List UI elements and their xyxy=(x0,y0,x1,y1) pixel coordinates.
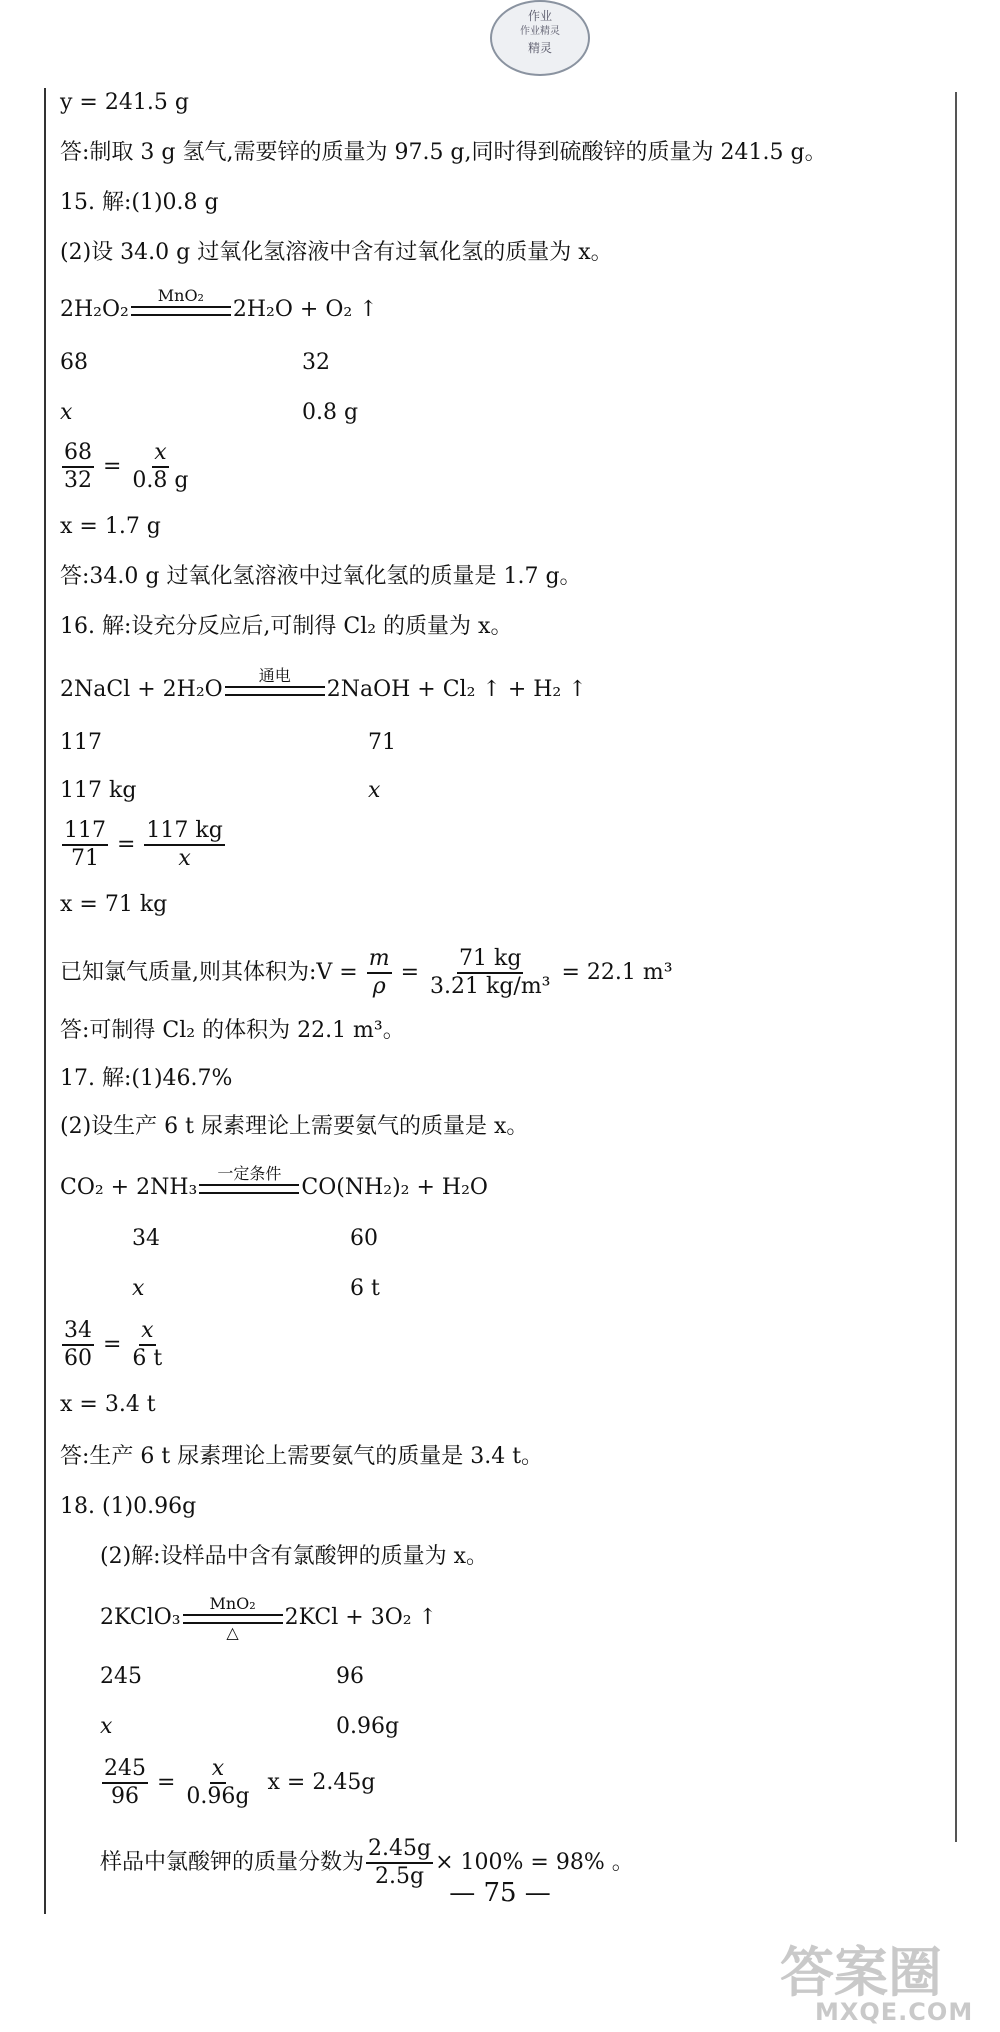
q16-equation xyxy=(60,666,587,714)
q17-lhs: CO₂ + 2NH₃ xyxy=(60,1175,198,1200)
q17-fl-den: 60 xyxy=(64,1346,92,1371)
q16-lhs: 2NaCl + 2H₂O xyxy=(60,677,223,702)
q17-part1: 17. 解:(1)46.7% xyxy=(60,1066,233,1091)
q16-condition xyxy=(225,666,325,714)
q18-frac-right xyxy=(184,1756,251,1810)
q16-volume: 已知氯气质量,则其体积为:V = $\frac{m}{\rho}$ = $\frac{71 kg}{\text{3.21 kg/m³}}$ = 22.1 m³ xyxy=(60,946,673,999)
q16-vol-frac-1 xyxy=(367,946,392,1000)
q18-part1: 18. (1)0.96g xyxy=(60,1494,197,1519)
stamp-text-2: 作业精灵 xyxy=(520,26,560,37)
stamp-text-3: 精灵 xyxy=(527,41,552,55)
watermark-url: MXQE.COM xyxy=(815,1998,974,2026)
q16-vol-prefix: 已知氯气质量,则其体积为:V = xyxy=(60,960,365,985)
left-margin-rule xyxy=(44,88,46,1914)
q16-vol-m: m xyxy=(367,946,392,974)
stamp-text-1: 作业 xyxy=(527,9,552,23)
page-number: — 75 — xyxy=(449,1878,551,1908)
q17-cond-top: 一定条件 xyxy=(217,1164,282,1183)
q16-vol-rho: ρ xyxy=(372,974,386,999)
q18-unknown-2: 0.96g xyxy=(336,1714,400,1739)
q16-frac-right xyxy=(144,818,224,872)
line-y-result: y = 241.5 g xyxy=(60,90,189,115)
q17-rhs: CO(NH₂)₂ + H₂O xyxy=(301,1175,488,1200)
q15-rhs: 2H₂O + O₂ ↑ xyxy=(232,297,378,322)
q17-fr-num: x xyxy=(139,1318,155,1346)
q17-condition xyxy=(199,1164,299,1212)
q18-rhs: 2KCl + 3O₂ ↑ xyxy=(284,1605,437,1630)
q18-cond-top: MnO₂ xyxy=(209,1594,256,1613)
q18-pct-den: 2.5g xyxy=(375,1864,425,1889)
q17-unknown-2: 6 t xyxy=(350,1276,380,1301)
q15-fl-num: 68 xyxy=(62,440,94,468)
q16-fr-num: 117 kg xyxy=(144,818,224,846)
q15-result: x = 1.7 g xyxy=(60,514,161,539)
q15-frac-left xyxy=(62,440,94,494)
q15-setup: (2)设 34.0 g 过氧化氢溶液中含有过氧化氢的质量为 x。 xyxy=(60,240,613,265)
q16-fl-num: 117 xyxy=(62,818,108,846)
q17-molar-1: 34 xyxy=(132,1226,160,1251)
q15-equation xyxy=(60,286,378,334)
q15-fl-den: 32 xyxy=(64,468,92,493)
q15-answer: 答:34.0 g 过氧化氢溶液中过氧化氢的质量是 1.7 g。 xyxy=(60,564,582,589)
q16-vol-result: = 22.1 m³ xyxy=(561,960,673,985)
q17-fl-num: 34 xyxy=(62,1318,94,1346)
q18-lhs: 2KClO₃ xyxy=(100,1605,181,1630)
q18-unknown-1: x xyxy=(100,1714,113,1739)
q17-cond-bar xyxy=(199,1184,299,1194)
q17-equation xyxy=(60,1164,488,1212)
q18-setup: (2)解:设样品中含有氯酸钾的质量为 x。 xyxy=(100,1544,488,1569)
q18-fl-num: 245 xyxy=(102,1756,148,1784)
watermark-logo: 答案圈 xyxy=(780,1941,942,2004)
q15-fr-den: 0.8 g xyxy=(132,468,189,493)
q17-proportion: $\frac{34}{60}$ = $\frac{x}{6 t}$ xyxy=(64,1318,163,1371)
q15-lhs: 2H₂O₂ xyxy=(60,297,129,322)
q16-molar-1: 117 xyxy=(60,730,102,755)
q18-proportion: $\frac{245}{96}$ = $\frac{x}{0.96g}$ x = 2.45g xyxy=(104,1756,376,1809)
q17-answer: 答:生产 6 t 尿素理论上需要氨气的质量是 3.4 t。 xyxy=(60,1444,544,1469)
q18-fr-num: x xyxy=(210,1756,226,1784)
q16-rhs: 2NaOH + Cl₂ ↑ + H₂ ↑ xyxy=(326,677,587,702)
q18-pct-prefix: 样品中氯酸钾的质量分数为 xyxy=(100,1850,365,1875)
q16-vol-num: 71 kg xyxy=(457,946,523,974)
q17-result: x = 3.4 t xyxy=(60,1392,156,1417)
q16-molar-2: 71 xyxy=(368,730,396,755)
q16-vol-den: 3.21 kg/m³ xyxy=(430,974,551,999)
q18-frac-left xyxy=(102,1756,148,1810)
q15-part1: 15. 解:(1)0.8 g xyxy=(60,190,219,215)
q15-condition xyxy=(131,286,231,334)
q16-cond-top: 通电 xyxy=(258,666,291,685)
q16-cond-bar xyxy=(225,686,325,696)
q16-frac-left xyxy=(62,818,108,872)
q17-molar-2: 60 xyxy=(350,1226,378,1251)
q16-proportion: $\frac{117}{71}$ = $\frac{117 kg}{x}$ xyxy=(64,818,223,871)
q15-frac-right xyxy=(130,440,190,494)
q16-unknown-2: x xyxy=(368,778,381,803)
q15-cond-bar xyxy=(131,306,231,316)
q18-equation xyxy=(100,1594,437,1642)
q16-fr-den: x xyxy=(178,846,191,871)
q15-proportion: $\frac{68}{32}$ = $\frac{x}{0.8 g}$ xyxy=(64,440,189,493)
q17-setup: (2)设生产 6 t 尿素理论上需要氨气的质量是 x。 xyxy=(60,1114,529,1139)
q17-fr-den: 6 t xyxy=(132,1346,163,1371)
q16-result: x = 71 kg xyxy=(60,892,168,917)
q17-frac-right xyxy=(130,1318,164,1372)
q15-fr-num: x xyxy=(152,440,168,468)
q18-molar-1: 245 xyxy=(100,1664,142,1689)
q16-vol-frac-2 xyxy=(428,946,552,1000)
q18-fr-den: 0.96g xyxy=(186,1784,250,1809)
q15-molar-2: 32 xyxy=(302,350,330,375)
q18-condition xyxy=(183,1594,283,1642)
stamp-seal xyxy=(490,0,590,76)
q16-answer: 答:可制得 Cl₂ 的体积为 22.1 m³。 xyxy=(60,1018,405,1043)
q16-fl-den: 71 xyxy=(71,846,99,871)
right-margin-rule xyxy=(955,92,957,1842)
q18-molar-2: 96 xyxy=(336,1664,364,1689)
q15-molar-1: 68 xyxy=(60,350,88,375)
q17-frac-left xyxy=(62,1318,94,1372)
q15-unknown-1: x xyxy=(60,400,73,425)
q16-setup: 16. 解:设充分反应后,可制得 Cl₂ 的质量为 x。 xyxy=(60,614,513,639)
q17-unknown-1: x xyxy=(132,1276,145,1301)
answer-14: 答:制取 3 g 氢气,需要锌的质量为 97.5 g,同时得到硫酸锌的质量为 241.5 g。 xyxy=(60,140,827,165)
q18-result: x = 2.45g xyxy=(267,1770,376,1795)
q18-cond-bottom: △ xyxy=(226,1623,239,1642)
q18-pct-suffix: × 100% = 98% 。 xyxy=(435,1850,634,1875)
q15-cond-top: MnO₂ xyxy=(157,286,204,305)
q18-fl-den: 96 xyxy=(111,1784,139,1809)
q15-unknown-2: 0.8 g xyxy=(302,400,359,425)
q18-pct-num: 2.45g xyxy=(366,1836,433,1864)
q16-unknown-1: 117 kg xyxy=(60,778,137,803)
